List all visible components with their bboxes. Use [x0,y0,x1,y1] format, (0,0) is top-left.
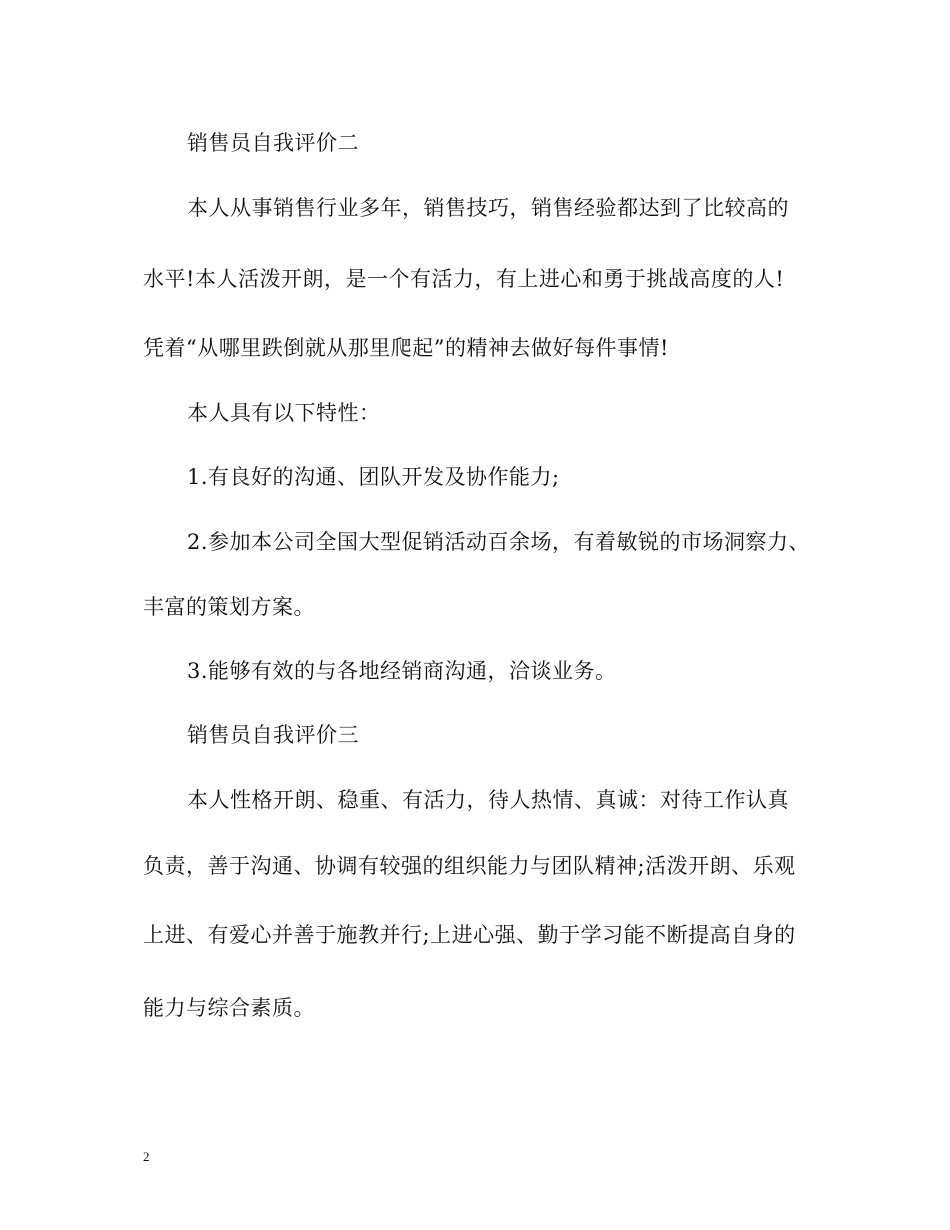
paragraph-line: 本人从事销售行业多年，销售技巧，销售经验都达到了比较高的 [187,196,789,220]
paragraph-line: 上进、有爱心并善于施教并行;上进心强、勤于学习能不断提高自身的 [143,923,796,947]
paragraph-line: 负责，善于沟通、协调有较强的组织能力与团队精神;活泼开朗、乐观 [143,854,796,878]
list-item-continuation: 丰富的策划方案。 [143,595,315,619]
section-heading-3: 销售员自我评价三 [187,723,359,747]
paragraph-line: 本人性格开朗、稳重、有活力，待人热情、真诚：对待工作认真 [187,788,789,812]
list-item: 2.参加本公司全国大型促销活动百余场，有着敏锐的市场洞察力、 [187,530,811,554]
list-item: 3.能够有效的与各地经销商沟通，洽谈业务。 [187,659,617,683]
paragraph-line: 凭着“从哪里跌倒就从那里爬起”的精神去做好每件事情! [143,336,669,360]
page-number: 2 [143,1149,150,1164]
list-item: 1.有良好的沟通、团队开发及协作能力; [187,465,560,489]
paragraph-line: 水平!本人活泼开朗，是一个有活力，有上进心和勇于挑战高度的人! [143,267,785,291]
paragraph-line: 能力与综合素质。 [143,996,315,1020]
paragraph-line: 本人具有以下特性： [187,401,381,425]
section-heading-2: 销售员自我评价二 [187,131,359,155]
